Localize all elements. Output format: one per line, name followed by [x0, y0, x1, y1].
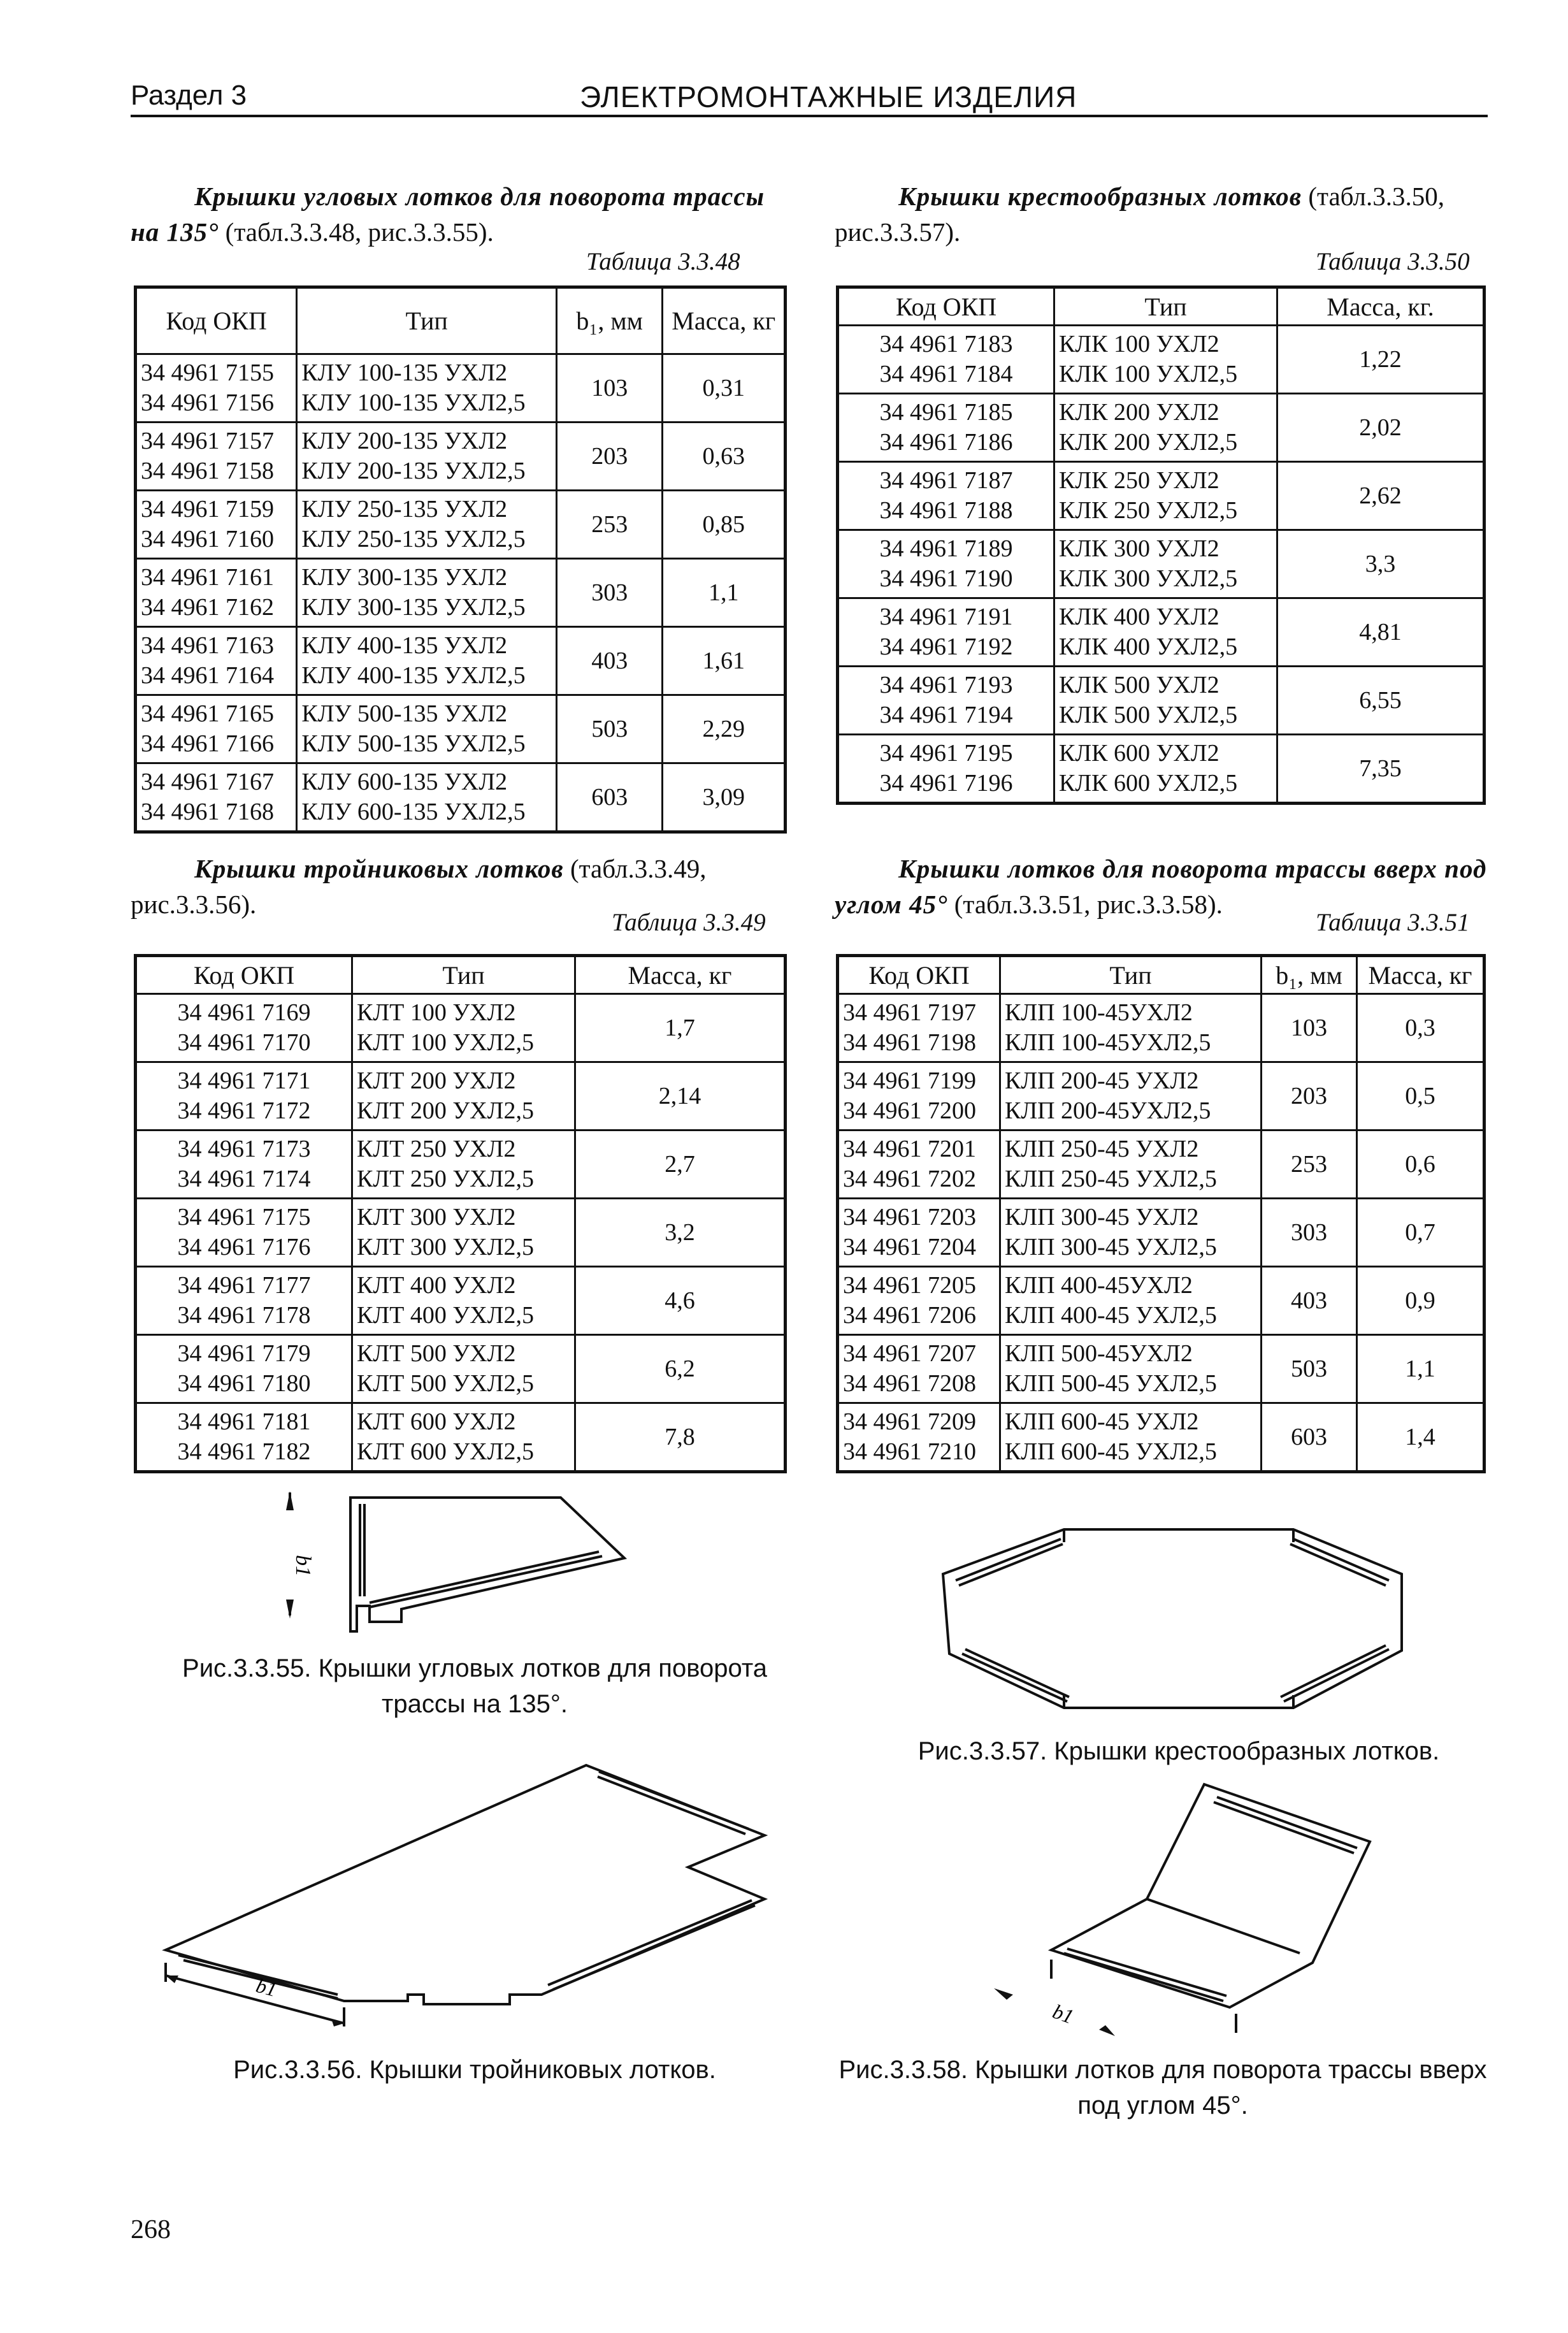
okp-code: 34 4961 7181 [177, 1408, 311, 1435]
mass-value: 1,61 [663, 627, 786, 695]
t48-label: Таблица 3.3.48 [586, 248, 740, 275]
okp-code-cell [136, 423, 297, 491]
table-row [136, 354, 786, 423]
table-row [136, 1267, 786, 1335]
type-value: КЛП 500-45 УХЛ2,5 [1005, 1370, 1217, 1397]
type-value: КЛУ 400-135 УХЛ2,5 [301, 662, 526, 689]
okp-code: 34 4961 7167 [141, 769, 274, 795]
okp-code: 34 4961 7203 [843, 1204, 976, 1231]
type-cell [1054, 530, 1277, 598]
okp-code: 34 4961 7166 [141, 730, 274, 757]
type-value: КЛП 400-45УХЛ2 [1005, 1272, 1193, 1299]
section-label: Раздел 3 [131, 80, 247, 111]
col-header: Масса, кг. [1277, 287, 1485, 326]
type-value: КЛТ 200 УХЛ2,5 [357, 1097, 534, 1124]
b1-value: 203 [556, 423, 663, 491]
page-title: ЭЛЕКТРОМОНТАЖНЫЕ ИЗДЕЛИЯ [580, 80, 1077, 113]
type-value: КЛТ 500 УХЛ2,5 [357, 1370, 534, 1397]
table-row [136, 491, 786, 559]
okp-code: 34 4961 7189 [879, 535, 1013, 562]
table-row [136, 1062, 786, 1130]
col-header: Тип [1054, 287, 1277, 326]
table-row [136, 1335, 786, 1403]
mass-value: 0,3 [1357, 994, 1485, 1062]
col-header: Код ОКП [838, 956, 1000, 994]
okp-code: 34 4961 7208 [843, 1370, 976, 1397]
okp-code: 34 4961 7209 [843, 1408, 976, 1435]
type-value: КЛТ 250 УХЛ2 [357, 1136, 516, 1162]
type-value: КЛТ 400 УХЛ2 [357, 1272, 516, 1299]
type-value: КЛУ 200-135 УХЛ2 [301, 428, 508, 454]
okp-code: 34 4961 7195 [879, 740, 1013, 767]
b1-value: 403 [556, 627, 663, 695]
okp-code: 34 4961 7169 [177, 999, 311, 1026]
mass-value: 0,63 [663, 423, 786, 491]
okp-code: 34 4961 7200 [843, 1097, 976, 1124]
type-cell [297, 354, 557, 423]
type-value: КЛК 600 УХЛ2 [1059, 740, 1219, 767]
type-cell [1000, 1267, 1262, 1335]
okp-code-cell [136, 1130, 352, 1199]
okp-code: 34 4961 7173 [177, 1136, 311, 1162]
mass-value: 2,02 [1277, 394, 1485, 462]
type-value: КЛК 600 УХЛ2,5 [1059, 770, 1238, 797]
figure-3-3-57 [937, 1517, 1408, 1727]
table-row [838, 1199, 1485, 1267]
type-value: КЛУ 300-135 УХЛ2 [301, 564, 508, 591]
okp-code-cell [136, 491, 297, 559]
okp-code-cell [136, 1335, 352, 1403]
type-value: КЛК 200 УХЛ2 [1059, 399, 1219, 426]
t48-intro: Крышки угловых лотков для поворота трассы на 135° (табл.3.3.48, рис.3.3.55). [131, 182, 765, 247]
type-cell [1054, 462, 1277, 530]
col-header: Тип [297, 287, 557, 354]
fig-57-caption: Рис.3.3.57. Крышки крестообразных лотков. [917, 1737, 1440, 1765]
mass-value: 6,55 [1277, 667, 1485, 735]
col-header: b₁, мм [556, 287, 663, 354]
okp-code: 34 4961 7192 [879, 633, 1013, 660]
table-row [136, 423, 786, 491]
type-cell [352, 994, 575, 1062]
b1-value: 203 [1262, 1062, 1357, 1130]
mass-value: 3,09 [663, 763, 786, 832]
okp-code: 34 4961 7199 [843, 1067, 976, 1094]
type-cell [297, 627, 557, 695]
type-value: КЛП 300-45 УХЛ2,5 [1005, 1234, 1217, 1260]
col-header: Масса, кг [575, 956, 786, 994]
type-cell [1054, 735, 1277, 804]
mass-value: 0,5 [1357, 1062, 1485, 1130]
table-row [136, 627, 786, 695]
type-value: КЛУ 200-135 УХЛ2,5 [301, 458, 526, 484]
type-value: КЛУ 100-135 УХЛ2 [301, 359, 508, 386]
type-value: КЛП 250-45 УХЛ2 [1005, 1136, 1199, 1162]
okp-code-cell [136, 559, 297, 627]
okp-code-cell [838, 667, 1054, 735]
table-row [838, 462, 1485, 530]
type-value: КЛП 600-45 УХЛ2 [1005, 1408, 1199, 1435]
okp-code-cell [136, 1199, 352, 1267]
okp-code: 34 4961 7159 [141, 496, 274, 523]
okp-code: 34 4961 7158 [141, 458, 274, 484]
table-row [838, 598, 1485, 667]
type-value: КЛК 200 УХЛ2,5 [1059, 429, 1238, 456]
type-cell [1000, 1130, 1262, 1199]
mass-value: 1,7 [575, 994, 786, 1062]
type-cell [1000, 1062, 1262, 1130]
okp-code-cell [838, 1335, 1000, 1403]
type-value: КЛУ 600-135 УХЛ2,5 [301, 798, 526, 825]
type-value: КЛУ 250-135 УХЛ2,5 [301, 526, 526, 553]
okp-code-cell [136, 763, 297, 832]
type-value: КЛК 400 УХЛ2,5 [1059, 633, 1238, 660]
col-header: Тип [352, 956, 575, 994]
type-cell [297, 763, 557, 832]
okp-code: 34 4961 7168 [141, 798, 274, 825]
type-value: КЛП 600-45 УХЛ2,5 [1005, 1438, 1217, 1465]
okp-code: 34 4961 7163 [141, 632, 274, 659]
type-cell [1054, 667, 1277, 735]
b1-value: 503 [1262, 1335, 1357, 1403]
okp-code: 34 4961 7188 [879, 497, 1013, 524]
okp-code: 34 4961 7170 [177, 1029, 311, 1056]
type-cell [352, 1335, 575, 1403]
t50-label: Таблица 3.3.50 [1316, 248, 1470, 275]
okp-code: 34 4961 7207 [843, 1340, 976, 1367]
okp-code-cell [838, 1062, 1000, 1130]
mass-value: 0,85 [663, 491, 786, 559]
okp-code: 34 4961 7204 [843, 1234, 976, 1260]
mass-value: 3,2 [575, 1199, 786, 1267]
mass-value: 2,7 [575, 1130, 786, 1199]
figure-3-3-56 [153, 1752, 777, 2033]
type-value: КЛУ 300-135 УХЛ2,5 [301, 594, 526, 621]
table-row [136, 994, 786, 1062]
okp-code: 34 4961 7210 [843, 1438, 976, 1465]
okp-code: 34 4961 7177 [177, 1272, 311, 1299]
col-header: Масса, кг [1357, 956, 1485, 994]
type-cell [297, 695, 557, 763]
okp-code: 34 4961 7196 [879, 770, 1013, 797]
okp-code: 34 4961 7175 [177, 1204, 311, 1231]
type-cell [1054, 326, 1277, 394]
okp-code: 34 4961 7201 [843, 1136, 976, 1162]
okp-code: 34 4961 7172 [177, 1097, 311, 1124]
type-value: КЛК 500 УХЛ2 [1059, 672, 1219, 698]
type-value: КЛУ 500-135 УХЛ2,5 [301, 730, 526, 757]
type-cell [297, 423, 557, 491]
b1-value: 603 [1262, 1403, 1357, 1472]
type-value: КЛП 100-45УХЛ2 [1005, 999, 1193, 1026]
okp-code: 34 4961 7161 [141, 564, 274, 591]
type-value: КЛК 100 УХЛ2,5 [1059, 361, 1238, 387]
b1-value: 103 [1262, 994, 1357, 1062]
mass-value: 2,29 [663, 695, 786, 763]
type-cell [352, 1199, 575, 1267]
type-value: КЛК 300 УХЛ2,5 [1059, 565, 1238, 592]
type-value: КЛУ 500-135 УХЛ2 [301, 700, 508, 727]
okp-code: 34 4961 7183 [879, 331, 1013, 358]
type-cell [1054, 394, 1277, 462]
figure-3-3-58 [956, 1772, 1402, 2052]
fig-55-caption: Рис.3.3.55. Крышки угловых лотков для поворота трассы на 135°. [182, 1654, 767, 1718]
okp-code: 34 4961 7156 [141, 389, 274, 416]
type-value: КЛТ 600 УХЛ2 [357, 1408, 516, 1435]
b1-value: 503 [556, 695, 663, 763]
t49-intro: Крышки тройниковых лотков (табл.3.3.49, рис.3.3.56). [131, 854, 707, 919]
b1-value: 253 [1262, 1130, 1357, 1199]
okp-code: 34 4961 7197 [843, 999, 976, 1026]
okp-code: 34 4961 7202 [843, 1166, 976, 1192]
okp-code: 34 4961 7187 [879, 467, 1013, 494]
mass-value: 2,14 [575, 1062, 786, 1130]
b1-value: 103 [556, 354, 663, 423]
b1-value: 303 [1262, 1199, 1357, 1267]
col-header: Масса, кг [663, 287, 786, 354]
b1-value: 303 [556, 559, 663, 627]
table-row [136, 1130, 786, 1199]
okp-code: 34 4961 7184 [879, 361, 1013, 387]
type-value: КЛК 300 УХЛ2 [1059, 535, 1219, 562]
type-cell [297, 491, 557, 559]
type-cell [1000, 1335, 1262, 1403]
okp-code: 34 4961 7206 [843, 1302, 976, 1329]
mass-value: 1,22 [1277, 326, 1485, 394]
col-header: Тип [1000, 956, 1262, 994]
table-3-3-48 [134, 285, 787, 834]
type-value: КЛТ 300 УХЛ2,5 [357, 1234, 534, 1260]
okp-code-cell [838, 1130, 1000, 1199]
type-cell [297, 559, 557, 627]
table-row [136, 1403, 786, 1472]
okp-code: 34 4961 7155 [141, 359, 274, 386]
table-3-3-49 [134, 954, 787, 1473]
type-value: КЛК 250 УХЛ2 [1059, 467, 1219, 494]
mass-value: 2,62 [1277, 462, 1485, 530]
okp-code-cell [838, 462, 1054, 530]
type-value: КЛП 250-45 УХЛ2,5 [1005, 1166, 1217, 1192]
fig-56-caption: Рис.3.3.56. Крышки тройниковых лотков. [233, 2056, 716, 2084]
table-row [838, 1267, 1485, 1335]
b1-value: 603 [556, 763, 663, 832]
type-value: КЛТ 500 УХЛ2 [357, 1340, 516, 1367]
type-value: КЛТ 200 УХЛ2 [357, 1067, 516, 1094]
table-row [136, 763, 786, 832]
header-divider [131, 115, 1488, 117]
okp-code-cell [136, 1403, 352, 1472]
type-cell [1054, 598, 1277, 667]
type-value: КЛУ 400-135 УХЛ2 [301, 632, 508, 659]
table-row [838, 1335, 1485, 1403]
okp-code-cell [136, 695, 297, 763]
type-value: КЛТ 100 УХЛ2 [357, 999, 516, 1026]
mass-value: 6,2 [575, 1335, 786, 1403]
type-cell [1000, 994, 1262, 1062]
table-row [838, 394, 1485, 462]
okp-code-cell [136, 994, 352, 1062]
okp-code-cell [838, 394, 1054, 462]
mass-value: 1,4 [1357, 1403, 1485, 1472]
okp-code: 34 4961 7193 [879, 672, 1013, 698]
type-value: КЛТ 300 УХЛ2 [357, 1204, 516, 1231]
okp-code-cell [838, 1199, 1000, 1267]
type-value: КЛП 400-45 УХЛ2,5 [1005, 1302, 1217, 1329]
okp-code: 34 4961 7185 [879, 399, 1013, 426]
b1-value: 253 [556, 491, 663, 559]
dim-label: b1 [254, 1973, 280, 2002]
okp-code: 34 4961 7182 [177, 1438, 311, 1465]
okp-code: 34 4961 7174 [177, 1166, 311, 1192]
okp-code: 34 4961 7190 [879, 565, 1013, 592]
okp-code: 34 4961 7186 [879, 429, 1013, 456]
mass-value: 0,6 [1357, 1130, 1485, 1199]
type-cell [1000, 1403, 1262, 1472]
type-value: КЛТ 400 УХЛ2,5 [357, 1302, 534, 1329]
table-row [838, 667, 1485, 735]
table-row [838, 530, 1485, 598]
okp-code: 34 4961 7162 [141, 594, 274, 621]
mass-value: 4,6 [575, 1267, 786, 1335]
page-number: 268 [131, 2215, 171, 2244]
type-value: КЛК 500 УХЛ2,5 [1059, 702, 1238, 728]
type-value: КЛТ 600 УХЛ2,5 [357, 1438, 534, 1465]
okp-code-cell [136, 1267, 352, 1335]
okp-code: 34 4961 7171 [177, 1067, 311, 1094]
okp-code: 34 4961 7165 [141, 700, 274, 727]
table-3-3-50 [836, 285, 1486, 805]
okp-code-cell [838, 735, 1054, 804]
okp-code: 34 4961 7205 [843, 1272, 976, 1299]
type-value: КЛК 100 УХЛ2 [1059, 331, 1219, 358]
mass-value: 1,1 [663, 559, 786, 627]
type-cell [352, 1403, 575, 1472]
mass-value: 1,1 [1357, 1335, 1485, 1403]
t49-label: Таблица 3.3.49 [612, 909, 766, 936]
type-value: КЛП 500-45УХЛ2 [1005, 1340, 1193, 1367]
okp-code-cell [838, 530, 1054, 598]
col-header: Код ОКП [838, 287, 1054, 326]
dim-label: b1 [291, 1555, 315, 1577]
mass-value: 3,3 [1277, 530, 1485, 598]
type-value: КЛП 200-45УХЛ2,5 [1005, 1097, 1211, 1124]
okp-code: 34 4961 7198 [843, 1029, 976, 1056]
t51-label: Таблица 3.3.51 [1316, 909, 1470, 936]
mass-value: 7,35 [1277, 735, 1485, 804]
type-value: КЛК 250 УХЛ2,5 [1059, 497, 1238, 524]
type-value: КЛТ 250 УХЛ2,5 [357, 1166, 534, 1192]
table-row [136, 695, 786, 763]
mass-value: 7,8 [575, 1403, 786, 1472]
b1-value: 403 [1262, 1267, 1357, 1335]
mass-value: 4,81 [1277, 598, 1485, 667]
okp-code-cell [136, 354, 297, 423]
table-3-3-51 [836, 954, 1486, 1473]
col-header: b₁, мм [1262, 956, 1357, 994]
okp-code: 34 4961 7160 [141, 526, 274, 553]
okp-code-cell [136, 1062, 352, 1130]
figure-3-3-55 [268, 1485, 675, 1644]
table-row [838, 735, 1485, 804]
okp-code: 34 4961 7180 [177, 1370, 311, 1397]
table-row [838, 1062, 1485, 1130]
okp-code-cell [838, 598, 1054, 667]
table-row [838, 1403, 1485, 1472]
mass-value: 0,7 [1357, 1199, 1485, 1267]
mass-value: 0,9 [1357, 1267, 1485, 1335]
okp-code-cell [838, 1267, 1000, 1335]
okp-code: 34 4961 7194 [879, 702, 1013, 728]
t51-intro: Крышки лотков для поворота трассы вверх под углом 45° (табл.3.3.51, рис.3.3.58). [835, 854, 1487, 919]
type-value: КЛТ 100 УХЛ2,5 [357, 1029, 534, 1056]
type-cell [352, 1267, 575, 1335]
dim-label: b1 [1049, 1999, 1077, 2028]
table-row [838, 994, 1485, 1062]
table-row [136, 559, 786, 627]
okp-code-cell [838, 1403, 1000, 1472]
okp-code: 34 4961 7179 [177, 1340, 311, 1367]
okp-code-cell [838, 326, 1054, 394]
okp-code-cell [136, 627, 297, 695]
okp-code: 34 4961 7178 [177, 1302, 311, 1329]
okp-code-cell [838, 994, 1000, 1062]
okp-code: 34 4961 7157 [141, 428, 274, 454]
t50-intro: Крышки крестообразных лотков (табл.3.3.50, рис.3.3.57). [835, 182, 1444, 247]
type-cell [352, 1062, 575, 1130]
type-cell [1000, 1199, 1262, 1267]
type-cell [352, 1130, 575, 1199]
type-value: КЛП 300-45 УХЛ2 [1005, 1204, 1199, 1231]
table-row [838, 326, 1485, 394]
mass-value: 0,31 [663, 354, 786, 423]
col-header: Код ОКП [136, 956, 352, 994]
okp-code: 34 4961 7191 [879, 603, 1013, 630]
table-row [838, 1130, 1485, 1199]
type-value: КЛУ 250-135 УХЛ2 [301, 496, 508, 523]
okp-code: 34 4961 7164 [141, 662, 274, 689]
table-row [136, 1199, 786, 1267]
type-value: КЛК 400 УХЛ2 [1059, 603, 1219, 630]
type-value: КЛУ 100-135 УХЛ2,5 [301, 389, 526, 416]
col-header: Код ОКП [136, 287, 297, 354]
fig-58-caption: Рис.3.3.58. Крышки лотков для поворота трассы вверх под углом 45°. [838, 2056, 1487, 2120]
type-value: КЛП 100-45УХЛ2,5 [1005, 1029, 1211, 1056]
type-value: КЛП 200-45 УХЛ2 [1005, 1067, 1199, 1094]
type-value: КЛУ 600-135 УХЛ2 [301, 769, 508, 795]
okp-code: 34 4961 7176 [177, 1234, 311, 1260]
